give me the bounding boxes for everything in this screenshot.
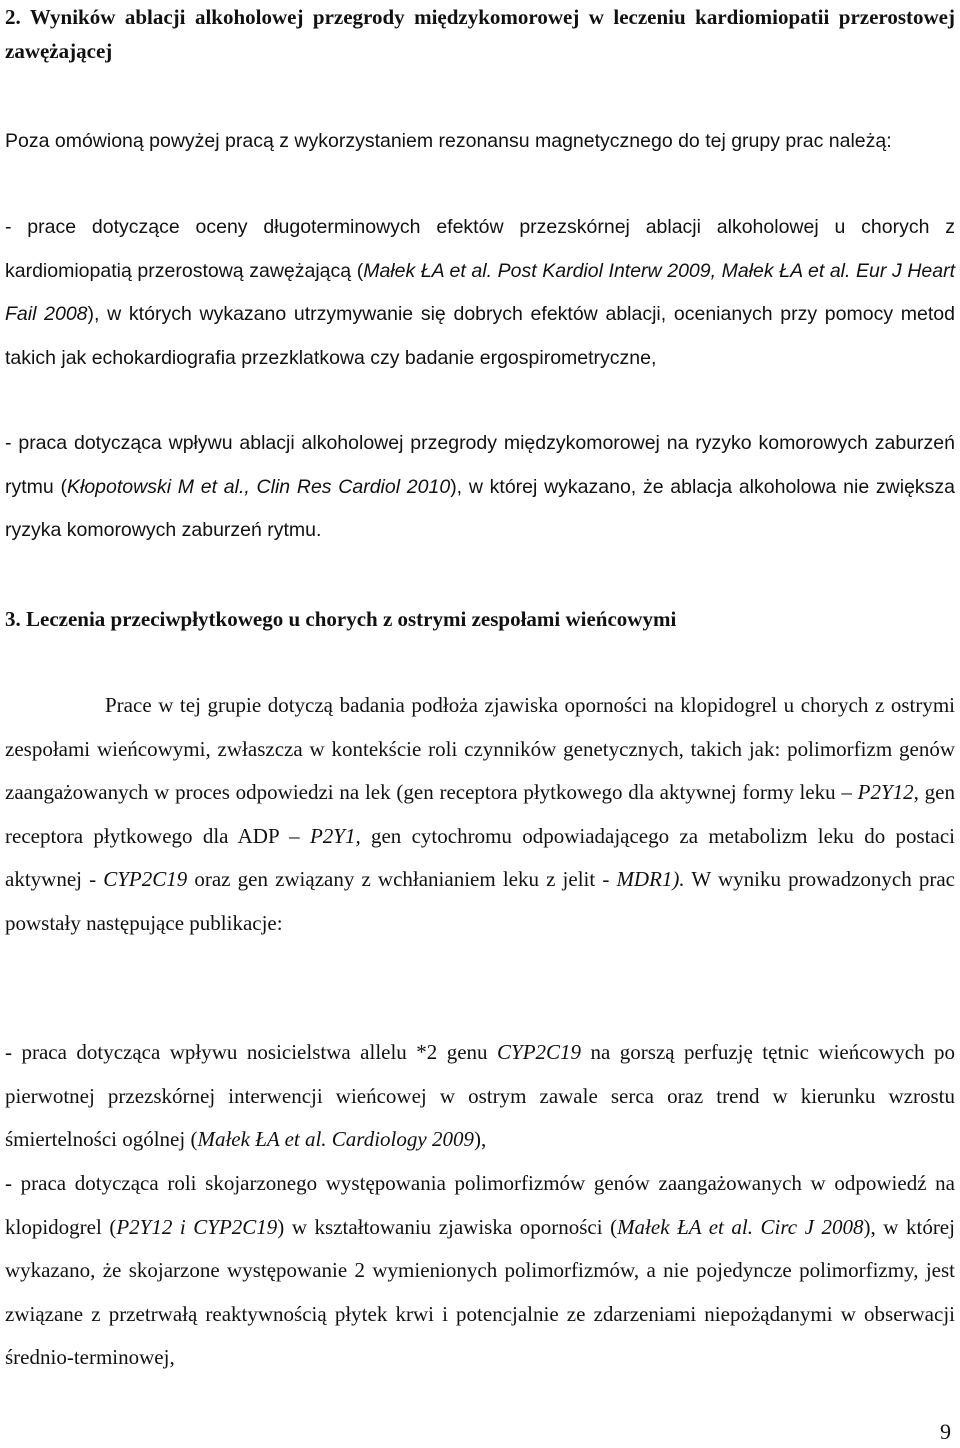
page-number: 9: [940, 1419, 951, 1444]
genes-p2y12-cyp2c19: P2Y12 i CYP2C19: [116, 1214, 278, 1239]
para-text: gen cytochromu odpowiadającego za metabolizm leku do postaci aktywnej -: [5, 823, 955, 891]
citation-author: Kłopotowski M et al.: [67, 475, 245, 498]
para-text: Prace w tej grupie dotyczą badania podłoża zjawiska oporności na klopidogrel u chorych z ostrymi zespołami wieńcowymi, zwłaszcza w kontekście roli czynników genetycznych, takich jak: polimorfizm genów zaangażowanych w proces odpowiedzi na lek (gen receptora płytkowego dla aktywnej formy leku –: [5, 693, 955, 804]
section-2-item-2: [5, 422, 955, 553]
citation: Małek ŁA et al. Circ J 2008: [617, 1214, 864, 1239]
section-2-intro: Poza omówioną powyżej pracą z wykorzystaniem rezonansu magnetycznego do tej grupy prac należą:: [5, 130, 892, 152]
item-text: - praca dotycząca wpływu nosicielstwa allelu *2 genu: [5, 1040, 498, 1064]
para-text: oraz gen związany z wchłanianiem leku z jelit -: [187, 867, 617, 891]
citation: Małek ŁA et al. Cardiology 2009: [197, 1127, 474, 1151]
item-text: ), w której wykazano, że ablacja alkoholowa nie zwiększa ryzyka komorowych zaburzeń rytmu.: [5, 475, 956, 541]
item-text: na gorszą perfuzję tętnic wieńcowych po pierwotnej przezskórnej interwencji wieńcowej w ostrym zawale serca oraz trend w kierunku wzrostu śmiertelności ogólnej (: [5, 1040, 955, 1151]
item-text: ),: [473, 1127, 487, 1151]
item-text: - praca dotycząca wpływu ablacji alkoholowej przegrody międzykomorowej na ryzyko komorowych zaburzeń rytmu (: [5, 432, 955, 498]
para-text: , gen receptora płytkowego dla ADP –: [5, 780, 955, 848]
section-2-item-1: [5, 206, 955, 380]
gene-mdr1: MDR1).: [616, 867, 685, 891]
document-page: [5, 0, 955, 1448]
citation: Małek ŁA et al. Post Kardiol Interw 2009, Małek ŁA et al. Eur J Heart Fail 2008: [5, 259, 956, 325]
item-text: ), w której wykazano, że skojarzone występowanie 2 wymienionych polimorfizmów, a nie pojedyncze polimorfizmy, jest związane z przetrwałą reaktywnością płytek krwi i potencjalnie ze zdarzeniami niepożądanymi w obserwacji średnio-terminowej,: [5, 1214, 955, 1369]
section-3-item-1: [5, 1031, 955, 1162]
section-3-heading: 3. Leczenia przeciwpłytkowego u chorych z ostrymi zespołami wieńcowymi: [5, 607, 677, 631]
para-text: W wyniku prowadzonych prac powstały następujące publikacje:: [5, 867, 955, 935]
section-2-heading: 2. Wyników ablacji alkoholowej przegrody międzykomorowej w leczeniu kardiomiopatii przerostowej zawężającej: [5, 5, 955, 63]
item-text: - praca dotycząca roli skojarzonego występowania polimorfizmów genów zaangażowanych w odpowiedź na klopidogrel (: [5, 1171, 955, 1239]
item-text: ) w kształtowaniu zjawiska oporności (: [277, 1214, 618, 1239]
citation-journal: , Clin Res Cardiol 2010: [244, 475, 451, 498]
gene-cyp2c19: CYP2C19: [103, 867, 188, 891]
gene-p2y1: P2Y1,: [309, 823, 361, 848]
item-text: - prace dotyczące oceny długoterminowych efektów przezskórnej ablacji alkoholowej u chorych z kardiomiopatią przerostową zawężającą (: [5, 216, 955, 282]
item-text: ), w których wykazano utrzymywanie się dobrych efektów ablacji, ocenianych przy pomocy metod takich jak echokardiografia przezklatkowa czy badanie ergospirometryczne,: [5, 303, 955, 369]
section-3-item-2: [5, 1162, 955, 1380]
gene-cyp2c19: CYP2C19: [497, 1040, 582, 1064]
gene-p2y12: P2Y12: [857, 780, 914, 804]
section-3-paragraph: [5, 684, 955, 945]
